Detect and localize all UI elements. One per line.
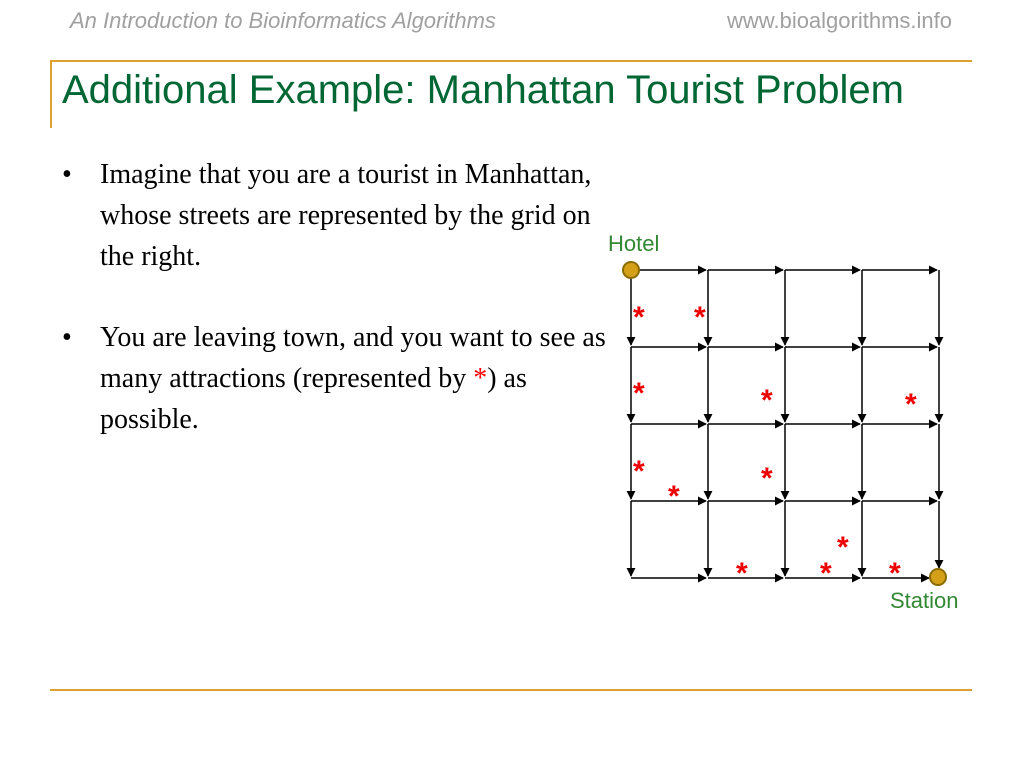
inline-attraction-star: * (473, 363, 488, 394)
attraction-star: * (633, 377, 645, 410)
grid-edges (631, 270, 939, 578)
bullet-text: Imagine that you are a tourist in Manhattan, whose streets are represented by the grid on the right. (100, 159, 592, 272)
attraction-star: * (761, 384, 773, 417)
bullet-text-start: You are leaving town, and you want to see as many attractions (represented by (100, 322, 606, 394)
attraction-star: * (736, 557, 748, 590)
attraction-star: * (905, 388, 917, 421)
attraction-star: * (633, 455, 645, 488)
hotel-label: Hotel (608, 231, 660, 256)
attractions (633, 301, 917, 590)
bullet-dot: • (62, 322, 72, 353)
attraction-star: * (694, 301, 706, 334)
attraction-star: * (633, 301, 645, 334)
hotel-node (623, 262, 639, 278)
attraction-star: * (761, 462, 773, 495)
course-title: An Introduction to Bioinformatics Algorithms (70, 8, 496, 33)
bullet-dot: • (62, 159, 72, 190)
attraction-star: * (837, 531, 849, 564)
slide-title: Additional Example: Manhattan Tourist Problem (62, 68, 904, 112)
station-node (930, 569, 946, 585)
attraction-star: * (820, 557, 832, 590)
footer-rule (50, 689, 972, 691)
attraction-star: * (668, 480, 680, 513)
bullet-text-end: ) as possible. (100, 363, 527, 435)
station-label: Station (890, 588, 959, 613)
attraction-star: * (889, 557, 901, 590)
website-url: www.bioalgorithms.info (727, 8, 952, 33)
